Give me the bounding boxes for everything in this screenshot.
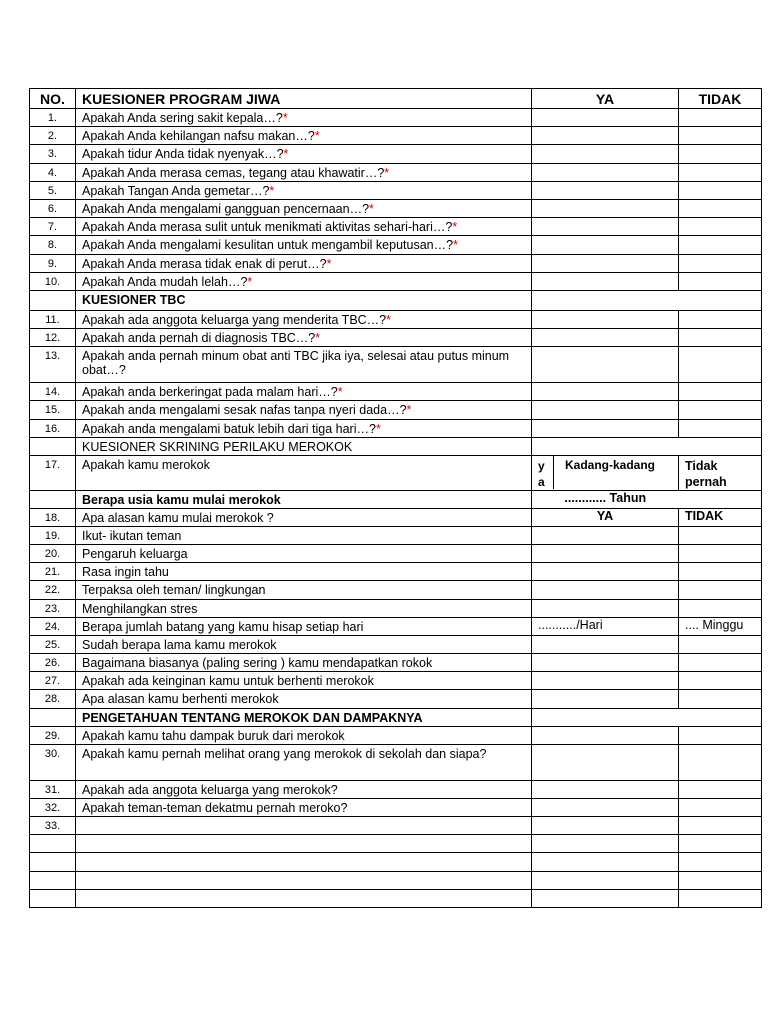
question-text [76, 383, 532, 401]
answer-ya-cell[interactable] [532, 599, 679, 617]
question-label: Sudah berapa lama kamu merokok [82, 637, 277, 652]
row-number: 24. [30, 617, 76, 635]
question-label: Apakah kamu pernah melihat orang yang merokok di sekolah dan siapa? [82, 746, 487, 761]
table-row [30, 490, 762, 508]
answer-tidak-cell[interactable] [679, 329, 762, 347]
table-row [30, 181, 762, 199]
answer-tidak-cell[interactable] [679, 563, 762, 581]
answer-tidak-cell[interactable] [679, 835, 762, 853]
answer-tidak-cell[interactable] [679, 109, 762, 127]
required-marker: * [337, 385, 343, 400]
row-number: 28. [30, 690, 76, 708]
table-row [30, 347, 762, 383]
row-number: 5. [30, 181, 76, 199]
answer-tidak-cell[interactable] [679, 690, 762, 708]
table-row [30, 726, 762, 744]
answer-tidak-cell[interactable] [679, 599, 762, 617]
question-text [76, 798, 532, 816]
required-marker: * [369, 201, 374, 216]
answer-tidak-cell[interactable] [679, 726, 762, 744]
question-label: Apakah Anda mengalami gangguan pencernaan…? [82, 201, 370, 216]
answer-ya-cell[interactable] [532, 744, 679, 780]
row-number: 17. [30, 455, 76, 490]
table-row [30, 163, 762, 181]
question-text [76, 218, 532, 236]
table-row [30, 199, 762, 217]
answer-ya-cell[interactable] [532, 835, 679, 853]
answer-tidak-cell[interactable] [679, 871, 762, 889]
question-text [76, 127, 532, 145]
required-marker: * [452, 220, 458, 235]
header-tidak: TIDAK [679, 89, 762, 109]
row-number: 8. [30, 236, 76, 254]
question-label: Apakah Anda mengalami kesulitan untuk mengambil keputusan…? [82, 238, 454, 253]
question-label: Apakah tidur Anda tidak nyenyak…? [82, 147, 284, 162]
answer-tidak-cell[interactable] [679, 780, 762, 798]
question-text: Berapa usia kamu mulai merokok [76, 490, 532, 508]
row-number: 33. [30, 817, 76, 835]
row-number: 21. [30, 563, 76, 581]
subheader-tidak: TIDAK [679, 508, 762, 526]
table-row [30, 254, 762, 272]
answer-ya-cell[interactable] [532, 383, 679, 401]
table-row [30, 653, 762, 671]
answer-ya-cell[interactable] [532, 236, 679, 254]
question-label: Apakah Anda sering sakit kepala…? [82, 111, 283, 125]
question-label: Pengaruh keluarga [82, 547, 188, 561]
question-text [76, 310, 532, 328]
section-blank [532, 708, 762, 726]
question-text [76, 401, 532, 419]
question-text [76, 109, 532, 127]
question-text [76, 581, 532, 599]
row-number: 3. [30, 145, 76, 163]
question-label: Apakah kamu merokok [82, 457, 210, 472]
answer-ya-cell[interactable] [532, 310, 679, 328]
question-label: Apa alasan kamu berhenti merokok [82, 692, 279, 707]
question-text [76, 563, 532, 581]
row-number: 13. [30, 347, 76, 383]
question-label: Apa alasan kamu mulai merokok ? [82, 510, 274, 525]
row-number: 14. [30, 383, 76, 401]
subheader-ya: YA [532, 508, 679, 526]
question-label: Bagaimana biasanya (paling sering ) kamu mendapatkan rokok [82, 655, 433, 670]
question-text[interactable] [76, 871, 532, 889]
answer-ya-cell[interactable] [532, 817, 679, 835]
answer-tidak-cell[interactable] [679, 672, 762, 690]
answer-ya-cell[interactable] [532, 181, 679, 199]
section-row [30, 708, 762, 726]
answer-ya-cell[interactable] [532, 526, 679, 544]
answer-minggu[interactable]: .... Minggu [679, 617, 762, 635]
table-row [30, 526, 762, 544]
row-number: 26. [30, 653, 76, 671]
row-number: 2. [30, 127, 76, 145]
row-number: 6. [30, 199, 76, 217]
question-text [76, 780, 532, 798]
answer-tidak-cell[interactable] [679, 218, 762, 236]
question-text [76, 163, 532, 181]
empty-row [30, 835, 762, 853]
section-spacer [30, 437, 76, 455]
required-marker: * [283, 147, 289, 162]
row-number: 9. [30, 254, 76, 272]
row-number: 32. [30, 798, 76, 816]
answer-tidak-cell[interactable] [679, 145, 762, 163]
table-row [30, 236, 762, 254]
row-number: 15. [30, 401, 76, 419]
answer-ya-cell[interactable] [532, 163, 679, 181]
required-marker: * [384, 165, 390, 180]
row-number: 7. [30, 218, 76, 236]
question-label: Menghilangkan stres [82, 601, 198, 616]
row-number: 1. [30, 109, 76, 127]
answer-options-cell[interactable] [532, 455, 679, 490]
answer-tidak-cell[interactable] [679, 653, 762, 671]
answer-tidak-cell[interactable] [679, 635, 762, 653]
row-number: 4. [30, 163, 76, 181]
answer-ya-cell[interactable] [532, 218, 679, 236]
required-marker: * [247, 274, 253, 289]
question-label: Apakah Tangan Anda gemetar…? [82, 183, 270, 198]
question-label: Apakah Anda merasa tidak enak di perut…? [82, 256, 327, 271]
question-text [76, 690, 532, 708]
table-row [30, 109, 762, 127]
answer-ya-cell[interactable] [532, 272, 679, 290]
row-number: 10. [30, 272, 76, 290]
answer-ya-cell[interactable] [532, 653, 679, 671]
question-text [76, 236, 532, 254]
answer-ya-cell[interactable] [532, 726, 679, 744]
required-marker: * [314, 129, 320, 144]
question-text[interactable] [76, 853, 532, 871]
empty-row [30, 889, 762, 907]
question-label: Apakah kamu tahu dampak buruk dari merokok [82, 728, 345, 743]
question-text [76, 199, 532, 217]
answer-tidak-cell[interactable] [679, 581, 762, 599]
question-text[interactable] [76, 889, 532, 907]
question-label: Apakah Anda kehilangan nafsu makan…? [82, 129, 315, 144]
option-tidak-pernah[interactable]: Tidak pernah [679, 455, 762, 490]
question-label: Apakah ada anggota keluarga yang menderita TBC…? [82, 312, 387, 327]
required-marker: * [315, 331, 321, 346]
header-ya: YA [532, 89, 679, 109]
table-row [30, 455, 762, 490]
answer-ya-cell[interactable] [532, 690, 679, 708]
empty-row [30, 871, 762, 889]
section-skrining-title: KUESIONER SKRINING PERILAKU MEROKOK [76, 437, 532, 455]
question-label: Apakah ada keinginan kamu untuk berhenti merokok [82, 674, 374, 689]
row-number: 30. [30, 744, 76, 780]
answer-ya-cell[interactable] [532, 347, 679, 383]
question-text [76, 181, 532, 199]
answer-tidak-cell[interactable] [679, 347, 762, 383]
question-text [76, 726, 532, 744]
answer-tidak-cell[interactable] [679, 127, 762, 145]
question-text [76, 347, 532, 383]
table-row [30, 329, 762, 347]
section-tbc-title: KUESIONER TBC [76, 290, 532, 310]
answer-tidak-cell[interactable] [679, 798, 762, 816]
answer-ya-cell[interactable] [532, 581, 679, 599]
row-number: 25. [30, 635, 76, 653]
questionnaire-body [30, 89, 762, 908]
row-number [30, 871, 76, 889]
table-row [30, 310, 762, 328]
table-row [30, 272, 762, 290]
question-label: Ikut- ikutan teman [82, 528, 182, 543]
answer-tidak-cell[interactable] [679, 163, 762, 181]
answer-tidak-cell[interactable] [679, 254, 762, 272]
answer-tidak-cell[interactable] [679, 526, 762, 544]
answer-tidak-cell[interactable] [679, 272, 762, 290]
questionnaire-table [29, 88, 762, 908]
question-text[interactable] [76, 835, 532, 853]
table-row [30, 672, 762, 690]
answer-tidak-cell[interactable] [679, 744, 762, 780]
question-text [76, 526, 532, 544]
table-row [30, 545, 762, 563]
question-text [76, 653, 532, 671]
row-number: 18. [30, 508, 76, 526]
question-text [76, 272, 532, 290]
question-label: Apakah anda mengalami batuk lebih dari tiga hari…? [82, 421, 376, 436]
answer-ya-cell[interactable] [532, 145, 679, 163]
question-label: Apakah anda mengalami sesak nafas tanpa nyeri dada…? [82, 403, 407, 418]
question-text [76, 817, 532, 835]
section-blank [532, 290, 762, 310]
row-number: 23. [30, 599, 76, 617]
question-text [76, 599, 532, 617]
table-row [30, 817, 762, 835]
row-number: 19. [30, 526, 76, 544]
section-pengetahuan-title: PENGETAHUAN TENTANG MEROKOK DAN DAMPAKNYA [76, 708, 532, 726]
question-label: Apakah Anda merasa cemas, tegang atau khawatir…? [82, 165, 385, 180]
question-label: Apakah anda pernah minum obat anti TBC jika iya, selesai atau putus minum obat…? [82, 349, 510, 378]
table-row [30, 218, 762, 236]
question-text [76, 744, 532, 780]
option-ya[interactable]: y a [532, 456, 554, 489]
table-row [30, 581, 762, 599]
table-row [30, 145, 762, 163]
answer-ya-cell[interactable] [532, 672, 679, 690]
row-number: 16. [30, 419, 76, 437]
table-row [30, 617, 762, 635]
table-row [30, 401, 762, 419]
question-text [76, 508, 532, 526]
table-row [30, 744, 762, 780]
table-row [30, 127, 762, 145]
answer-ya-cell[interactable] [532, 853, 679, 871]
required-marker: * [282, 111, 288, 125]
question-label: Apakah teman-teman dekatmu pernah meroko? [82, 800, 348, 815]
question-label: Apakah Anda mudah lelah…? [82, 274, 248, 289]
answer-tidak-cell[interactable] [679, 310, 762, 328]
header-row [30, 89, 762, 109]
row-number: 12. [30, 329, 76, 347]
question-label: Apakah anda pernah di diagnosis TBC…? [82, 331, 316, 346]
table-row [30, 798, 762, 816]
answer-ya-cell[interactable] [532, 401, 679, 419]
question-text [76, 672, 532, 690]
question-label: Terpaksa oleh teman/ lingkungan [82, 583, 266, 598]
row-number [30, 889, 76, 907]
section-row [30, 290, 762, 310]
answer-tidak-cell[interactable] [679, 419, 762, 437]
table-row [30, 508, 762, 526]
answer-ya-cell[interactable] [532, 127, 679, 145]
question-text [76, 635, 532, 653]
answer-ya-cell[interactable] [532, 798, 679, 816]
required-marker: * [269, 183, 275, 198]
header-title: KUESIONER PROGRAM JIWA [76, 89, 532, 109]
table-row [30, 635, 762, 653]
question-label: Rasa ingin tahu [82, 565, 169, 580]
required-marker: * [326, 256, 332, 271]
answer-ya-cell[interactable] [532, 780, 679, 798]
answer-tidak-cell[interactable] [679, 383, 762, 401]
table-row [30, 690, 762, 708]
question-text [76, 329, 532, 347]
question-label: Apakah anda berkeringat pada malam hari…? [82, 385, 338, 400]
table-row [30, 563, 762, 581]
row-number: 31. [30, 780, 76, 798]
section-spacer [30, 708, 76, 726]
question-text [76, 254, 532, 272]
section-row [30, 437, 762, 455]
answer-tahun[interactable]: ............ Tahun [532, 490, 679, 508]
question-label: Apakah ada anggota keluarga yang merokok? [82, 782, 338, 797]
table-row [30, 780, 762, 798]
question-text [76, 145, 532, 163]
required-marker: * [406, 403, 412, 418]
section-blank [532, 437, 762, 455]
answer-tidak-cell[interactable] [679, 853, 762, 871]
answer-ya-cell[interactable] [532, 871, 679, 889]
answer-hari[interactable]: .........../Hari [532, 617, 679, 635]
question-label: Apakah Anda merasa sulit untuk menikmati aktivitas sehari-hari…? [82, 220, 453, 235]
row-number: 20. [30, 545, 76, 563]
option-kadang[interactable]: Kadang-kadang [565, 457, 656, 472]
row-number [30, 853, 76, 871]
answer-ya-cell[interactable] [532, 545, 679, 563]
answer-ya-cell[interactable] [532, 419, 679, 437]
answer-ya-cell[interactable] [532, 109, 679, 127]
answer-tidak-cell[interactable] [679, 545, 762, 563]
question-text [76, 419, 532, 437]
table-row [30, 383, 762, 401]
required-marker: * [375, 421, 381, 436]
answer-tidak-cell[interactable] [679, 181, 762, 199]
answer-ya-cell[interactable] [532, 889, 679, 907]
answer-tidak-cell[interactable] [679, 236, 762, 254]
answer-tidak-cell[interactable] [679, 889, 762, 907]
row-number: 29. [30, 726, 76, 744]
question-text [76, 617, 532, 635]
answer-ya-cell[interactable] [532, 635, 679, 653]
row-number: 11. [30, 310, 76, 328]
table-row [30, 419, 762, 437]
row-number [30, 490, 76, 508]
answer-blank [679, 490, 762, 508]
answer-tidak-cell[interactable] [679, 401, 762, 419]
empty-row [30, 853, 762, 871]
answer-tidak-cell[interactable] [679, 817, 762, 835]
table-row [30, 599, 762, 617]
answer-ya-cell[interactable] [532, 254, 679, 272]
answer-ya-cell[interactable] [532, 563, 679, 581]
required-marker: * [453, 238, 458, 253]
question-text [76, 455, 532, 490]
question-label: Berapa jumlah batang yang kamu hisap setiap hari [82, 619, 364, 634]
answer-tidak-cell[interactable] [679, 199, 762, 217]
row-number: 27. [30, 672, 76, 690]
required-marker: * [386, 312, 392, 327]
question-text [76, 545, 532, 563]
answer-ya-cell[interactable] [532, 199, 679, 217]
answer-ya-cell[interactable] [532, 329, 679, 347]
row-number [30, 835, 76, 853]
section-spacer [30, 290, 76, 310]
header-no: NO. [30, 89, 76, 109]
row-number: 22. [30, 581, 76, 599]
